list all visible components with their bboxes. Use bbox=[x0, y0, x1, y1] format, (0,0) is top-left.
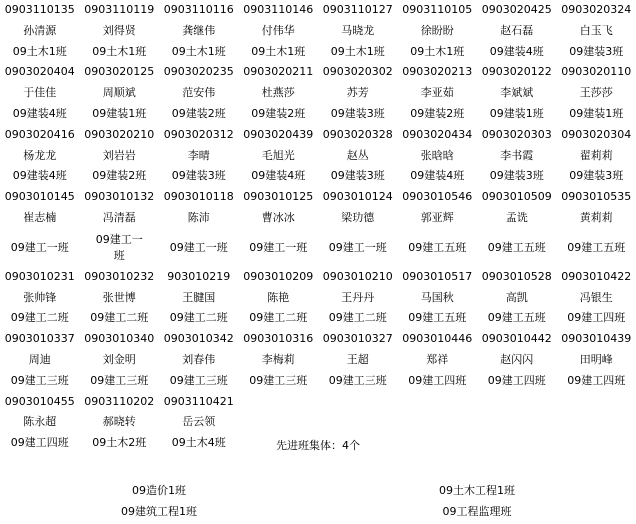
student-id-cell: 0903020312 bbox=[163, 127, 234, 141]
student-id-cell: 0903010528 bbox=[481, 269, 552, 283]
roster-row bbox=[0, 62, 636, 83]
class-name-cell: 09建工五班 bbox=[567, 240, 626, 254]
class-name-cell: 09建工五班 bbox=[487, 311, 546, 325]
student-name-cell: 曹冰冰 bbox=[261, 210, 295, 224]
student-id-cell: 0903020434 bbox=[402, 127, 473, 141]
roster-row bbox=[0, 412, 636, 433]
student-name-cell: 白玉飞 bbox=[579, 23, 613, 37]
roster-row bbox=[0, 104, 636, 125]
student-id-cell: 0903010210 bbox=[322, 269, 393, 283]
student-name-cell: 田明峰 bbox=[579, 352, 613, 366]
class-name-cell: 09土木1班 bbox=[12, 44, 67, 58]
roster-row bbox=[0, 329, 636, 350]
class-name-cell: 09建工二班 bbox=[328, 311, 387, 325]
student-id-cell: 0903010422 bbox=[561, 269, 632, 283]
student-id-cell bbox=[239, 392, 319, 413]
class-name-cell: 09土木2班 bbox=[92, 436, 147, 450]
student-id-cell: 0903020210 bbox=[84, 127, 155, 141]
class-name-cell bbox=[80, 229, 160, 267]
class-name-cell: 09建工一班 bbox=[328, 240, 387, 254]
roster-row bbox=[0, 288, 636, 309]
class-name-cell: 09建工二班 bbox=[169, 311, 228, 325]
student-id-cell: 0903020213 bbox=[402, 65, 473, 79]
student-id-cell: 0903110135 bbox=[4, 3, 75, 16]
class-name-cell: 09建装4班 bbox=[489, 44, 544, 58]
student-id-cell: 0903010535 bbox=[561, 190, 632, 204]
student-name-cell: 孟诜 bbox=[505, 210, 528, 224]
student-id-cell: 0903110421 bbox=[163, 394, 234, 408]
student-id-cell: 903010219 bbox=[167, 269, 231, 283]
class-name-cell: 09建工五班 bbox=[487, 240, 546, 254]
student-name-cell: 陈艳 bbox=[267, 290, 290, 304]
student-id-cell bbox=[398, 392, 478, 413]
student-name-cell: 郑祥 bbox=[426, 352, 449, 366]
student-name-cell: 冯银生 bbox=[579, 290, 613, 304]
student-name-cell: 岳云领 bbox=[182, 415, 216, 429]
student-name-cell: 王莎莎 bbox=[579, 86, 613, 100]
student-id-cell: 0903010231 bbox=[4, 269, 75, 283]
student-id-cell: 0903010442 bbox=[481, 332, 552, 346]
class-name-cell: 09建装1班 bbox=[489, 106, 544, 120]
student-name-cell: 刘得贤 bbox=[102, 23, 136, 37]
student-id-cell: 0903010232 bbox=[84, 269, 155, 283]
advanced-class-item: 09建筑工程1班 bbox=[121, 505, 197, 518]
class-name-cell: 09建工四班 bbox=[10, 436, 69, 450]
student-name-cell: 崔志楠 bbox=[23, 210, 57, 224]
class-name-cell: 09建装3班 bbox=[171, 169, 226, 183]
student-id-cell: 0903010124 bbox=[322, 190, 393, 204]
class-name-cell: 09建装4班 bbox=[12, 106, 67, 120]
student-id-cell: 0903020302 bbox=[322, 65, 393, 79]
student-name-cell: 梁玏德 bbox=[341, 210, 375, 224]
class-name-cell: 09建装3班 bbox=[569, 169, 624, 183]
class-name-cell: 09建装1班 bbox=[92, 106, 147, 120]
student-id-cell: 0903010446 bbox=[402, 332, 473, 346]
student-name-cell: 赵石磊 bbox=[500, 23, 534, 37]
student-name-cell: 张世博 bbox=[102, 290, 136, 304]
student-name-cell: 马晓龙 bbox=[341, 23, 375, 37]
student-id-cell: 0903010209 bbox=[243, 269, 314, 283]
student-id-cell: 0903020416 bbox=[4, 127, 75, 141]
class-name-cell: 09建装2班 bbox=[171, 106, 226, 120]
student-name-cell: 苏芳 bbox=[346, 86, 369, 100]
student-id-cell: 0903020404 bbox=[4, 65, 75, 79]
student-id-cell: 0903010455 bbox=[4, 394, 75, 408]
roster-row bbox=[0, 267, 636, 288]
class-name-cell: 09建工四班 bbox=[567, 373, 626, 387]
class-name-cell: 09建工一班 bbox=[249, 240, 308, 254]
class-name-cell: 09建装4班 bbox=[12, 169, 67, 183]
class-name-cell: 09建工二班 bbox=[90, 311, 149, 325]
student-name-cell: 刘金明 bbox=[102, 352, 136, 366]
student-id-cell bbox=[477, 392, 557, 413]
student-name-cell: 马国秋 bbox=[420, 290, 454, 304]
student-id-cell: 0903020304 bbox=[561, 127, 632, 141]
class-name-cell: 09土木4班 bbox=[171, 436, 226, 450]
student-name-cell: 李梅莉 bbox=[261, 352, 295, 366]
class-name-cell: 09建装3班 bbox=[569, 44, 624, 58]
student-name-cell: 赵丛 bbox=[346, 148, 369, 162]
student-name-cell bbox=[557, 412, 636, 433]
student-id-cell: 0903020324 bbox=[561, 3, 632, 16]
roster-row bbox=[0, 208, 636, 229]
class-name-cell: 09建工五班 bbox=[408, 311, 467, 325]
student-name-cell: 孙清源 bbox=[23, 23, 57, 37]
student-name-cell: 刘春伟 bbox=[182, 352, 216, 366]
student-name-cell: 陈沛 bbox=[187, 210, 210, 224]
student-id-cell: 0903010340 bbox=[84, 332, 155, 346]
student-id-cell bbox=[318, 392, 398, 413]
roster-row bbox=[0, 308, 636, 329]
class-name-cell: 09土木1班 bbox=[330, 44, 385, 58]
advanced-class-item: 09工程监理班 bbox=[442, 505, 512, 518]
student-name-cell bbox=[239, 412, 319, 433]
student-name-cell: 冯清磊 bbox=[102, 210, 136, 224]
student-name-cell: 毛旭光 bbox=[261, 148, 295, 162]
student-id-cell: 0903110146 bbox=[243, 3, 314, 16]
class-name-cell: 09建装4班 bbox=[251, 169, 306, 183]
class-name-cell: 09建工三班 bbox=[249, 373, 308, 387]
student-id-cell: 0903010327 bbox=[322, 332, 393, 346]
class-name-cell: 09建装2班 bbox=[251, 106, 306, 120]
advanced-class-summary: 先进班集体：4个 bbox=[276, 439, 360, 452]
class-name-cell: 09建工二班 bbox=[10, 311, 69, 325]
student-name-cell: 李亚茹 bbox=[420, 86, 454, 100]
student-name-cell: 张晗晗 bbox=[420, 148, 454, 162]
class-name-line: 09建工一 bbox=[95, 232, 143, 246]
student-id-cell: 0903010132 bbox=[84, 190, 155, 204]
student-name-cell bbox=[398, 412, 478, 433]
student-name-cell: 郭亚辉 bbox=[420, 210, 454, 224]
student-id-cell: 0903020328 bbox=[322, 127, 393, 141]
class-name-cell: 09建工四班 bbox=[408, 373, 467, 387]
class-name-cell: 09建工三班 bbox=[328, 373, 387, 387]
student-id-cell: 0903020122 bbox=[481, 65, 552, 79]
class-name-cell: 09建工三班 bbox=[169, 373, 228, 387]
class-name-cell: 09建工五班 bbox=[408, 240, 467, 254]
student-id-cell: 0903010439 bbox=[561, 332, 632, 346]
advanced-class-list bbox=[0, 480, 636, 522]
class-name-cell: 09土木1班 bbox=[251, 44, 306, 58]
student-id-cell bbox=[557, 392, 636, 413]
student-id-cell: 0903110119 bbox=[84, 3, 155, 16]
student-id-cell: 0903010342 bbox=[163, 332, 234, 346]
student-name-cell bbox=[318, 412, 398, 433]
student-name-cell: 于佳佳 bbox=[23, 86, 57, 100]
student-name-cell: 王超 bbox=[346, 352, 369, 366]
student-name-cell bbox=[477, 412, 557, 433]
student-id-cell: 0903010517 bbox=[402, 269, 473, 283]
class-name-cell: 09建工一班 bbox=[10, 240, 69, 254]
roster-row bbox=[0, 0, 636, 21]
student-id-cell: 0903020439 bbox=[243, 127, 314, 141]
student-name-cell: 李斌斌 bbox=[500, 86, 534, 100]
student-id-cell: 0903010546 bbox=[402, 190, 473, 204]
student-name-cell: 黄莉莉 bbox=[579, 210, 613, 224]
class-name-cell: 09建工四班 bbox=[487, 373, 546, 387]
class-name-cell: 09建工二班 bbox=[249, 311, 308, 325]
student-name-cell: 翟莉莉 bbox=[579, 148, 613, 162]
student-id-cell: 0903110116 bbox=[163, 3, 234, 16]
roster-row bbox=[0, 392, 636, 413]
class-name-cell: 09建装1班 bbox=[569, 106, 624, 120]
student-name-cell: 李晴 bbox=[187, 148, 210, 162]
class-name-cell: 09建装3班 bbox=[330, 169, 385, 183]
class-name-cell: 09土木1班 bbox=[171, 44, 226, 58]
student-name-cell: 高凯 bbox=[505, 290, 528, 304]
student-id-cell: 0903010125 bbox=[243, 190, 314, 204]
student-id-cell: 0903110105 bbox=[402, 3, 473, 16]
class-name-cell: 09建装3班 bbox=[489, 169, 544, 183]
roster-row bbox=[0, 125, 636, 146]
student-name-cell: 周顺斌 bbox=[102, 86, 136, 100]
student-id-cell: 0903010509 bbox=[481, 190, 552, 204]
student-name-cell: 王腱国 bbox=[182, 290, 216, 304]
student-id-cell: 0903110127 bbox=[322, 3, 393, 16]
student-name-cell: 范安伟 bbox=[182, 86, 216, 100]
class-name-cell: 09建工三班 bbox=[90, 373, 149, 387]
student-name-cell: 王丹丹 bbox=[341, 290, 375, 304]
student-name-cell: 杜燕莎 bbox=[261, 86, 295, 100]
student-id-cell: 0903020125 bbox=[84, 65, 155, 79]
class-name-cell: 09建装4班 bbox=[410, 169, 465, 183]
class-name-cell: 09土木1班 bbox=[410, 44, 465, 58]
roster-row bbox=[0, 371, 636, 392]
student-name-cell: 刘岩岩 bbox=[102, 148, 136, 162]
class-name-line: 班 bbox=[113, 248, 125, 262]
class-name-cell: 09建装3班 bbox=[330, 106, 385, 120]
roster-row bbox=[0, 21, 636, 42]
class-name-cell: 09建工四班 bbox=[567, 311, 626, 325]
student-id-cell: 0903010118 bbox=[163, 190, 234, 204]
student-id-cell: 0903020110 bbox=[561, 65, 632, 79]
student-name-cell: 付伟华 bbox=[261, 23, 295, 37]
student-id-cell: 0903020303 bbox=[481, 127, 552, 141]
student-name-cell: 徐盼盼 bbox=[420, 23, 454, 37]
class-name-cell: 09土木1班 bbox=[92, 44, 147, 58]
student-id-cell: 0903010337 bbox=[4, 332, 75, 346]
student-name-cell: 郝晓转 bbox=[102, 415, 136, 429]
student-id-cell: 0903020211 bbox=[243, 65, 314, 79]
class-name-cell: 09建装2班 bbox=[410, 106, 465, 120]
student-id-cell: 0903020235 bbox=[163, 65, 234, 79]
student-id-cell: 0903010145 bbox=[4, 190, 75, 204]
advanced-class-item: 09造价1班 bbox=[132, 484, 186, 497]
roster-row bbox=[0, 83, 636, 104]
student-name-cell: 陈永超 bbox=[23, 415, 57, 429]
student-name-cell: 周迪 bbox=[28, 352, 51, 366]
student-name-cell: 赵闪闪 bbox=[500, 352, 534, 366]
class-name-cell: 09建工三班 bbox=[10, 373, 69, 387]
roster-row bbox=[0, 146, 636, 167]
student-name-cell: 张帅锋 bbox=[23, 290, 57, 304]
class-name-cell: 09建装2班 bbox=[92, 169, 147, 183]
roster-row bbox=[0, 187, 636, 208]
student-name-cell: 杨龙龙 bbox=[23, 148, 57, 162]
roster-row bbox=[0, 229, 636, 267]
student-id-cell: 0903110202 bbox=[84, 394, 155, 408]
student-id-cell: 0903020425 bbox=[481, 3, 552, 16]
student-name-cell: 李书霞 bbox=[500, 148, 534, 162]
roster-row bbox=[0, 166, 636, 187]
roster-row bbox=[0, 42, 636, 63]
class-name-cell: 09建工一班 bbox=[169, 240, 228, 254]
advanced-class-item: 09土木工程1班 bbox=[439, 484, 515, 497]
student-id-cell: 0903010316 bbox=[243, 332, 314, 346]
student-name-cell: 龚继伟 bbox=[182, 23, 216, 37]
roster-row bbox=[0, 350, 636, 371]
